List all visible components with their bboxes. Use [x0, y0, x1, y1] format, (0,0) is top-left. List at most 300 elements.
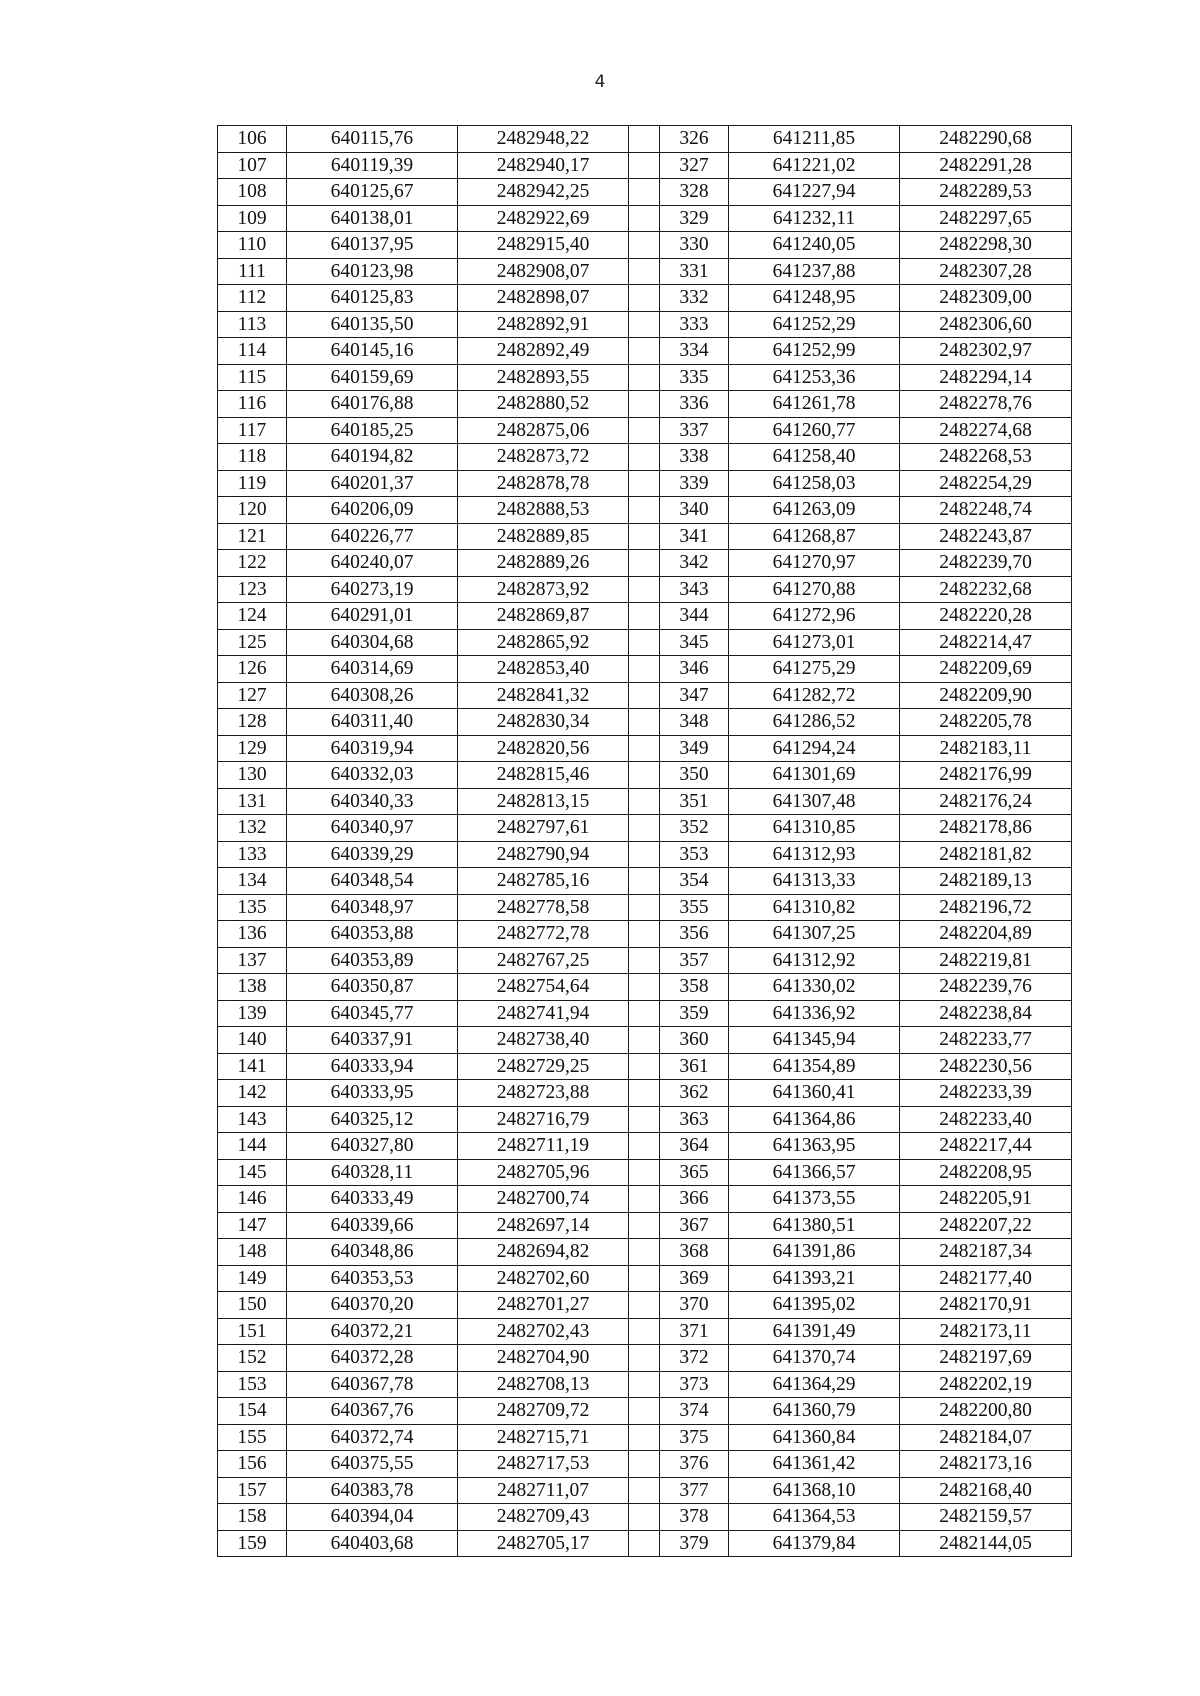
table-row [218, 1265, 1072, 1292]
x-coordinate-cell: 641221,02 [729, 152, 900, 179]
point-number-cell: 158 [218, 1504, 287, 1531]
x-coordinate-cell: 641360,79 [729, 1398, 900, 1425]
y-coordinate-cell: 2482723,88 [458, 1080, 629, 1107]
y-coordinate-cell: 2482290,68 [900, 126, 1072, 153]
y-coordinate-cell: 2482873,72 [458, 444, 629, 471]
x-coordinate-cell: 640314,69 [287, 656, 458, 683]
y-coordinate-cell: 2482841,32 [458, 682, 629, 709]
point-number-cell: 136 [218, 921, 287, 948]
y-coordinate-cell: 2482302,97 [900, 338, 1072, 365]
x-coordinate-cell: 640137,95 [287, 232, 458, 259]
point-number-cell: 142 [218, 1080, 287, 1107]
x-coordinate-cell: 640394,04 [287, 1504, 458, 1531]
x-coordinate-cell: 640201,37 [287, 470, 458, 497]
x-coordinate-cell: 640353,89 [287, 947, 458, 974]
x-coordinate-cell: 641273,01 [729, 629, 900, 656]
x-coordinate-cell: 641313,33 [729, 868, 900, 895]
y-coordinate-cell: 2482205,91 [900, 1186, 1072, 1213]
y-coordinate-cell: 2482701,27 [458, 1292, 629, 1319]
table-row [218, 974, 1072, 1001]
gap-cell [629, 417, 660, 444]
point-number-cell: 326 [660, 126, 729, 153]
table-row [218, 894, 1072, 921]
x-coordinate-cell: 641272,96 [729, 603, 900, 630]
y-coordinate-cell: 2482214,47 [900, 629, 1072, 656]
gap-cell [629, 1292, 660, 1319]
point-number-cell: 368 [660, 1239, 729, 1266]
point-number-cell: 133 [218, 841, 287, 868]
x-coordinate-cell: 641310,82 [729, 894, 900, 921]
table-row [218, 1212, 1072, 1239]
table-row [218, 656, 1072, 683]
x-coordinate-cell: 640125,67 [287, 179, 458, 206]
point-number-cell: 373 [660, 1371, 729, 1398]
gap-cell [629, 444, 660, 471]
y-coordinate-cell: 2482289,53 [900, 179, 1072, 206]
y-coordinate-cell: 2482168,40 [900, 1477, 1072, 1504]
gap-cell [629, 709, 660, 736]
gap-cell [629, 205, 660, 232]
y-coordinate-cell: 2482170,91 [900, 1292, 1072, 1319]
point-number-cell: 349 [660, 735, 729, 762]
y-coordinate-cell: 2482948,22 [458, 126, 629, 153]
point-number-cell: 329 [660, 205, 729, 232]
x-coordinate-cell: 641345,94 [729, 1027, 900, 1054]
point-number-cell: 334 [660, 338, 729, 365]
y-coordinate-cell: 2482889,85 [458, 523, 629, 550]
table-row [218, 152, 1072, 179]
gap-cell [629, 1345, 660, 1372]
x-coordinate-cell: 641364,29 [729, 1371, 900, 1398]
coordinates-table [217, 125, 1072, 1557]
x-coordinate-cell: 640291,01 [287, 603, 458, 630]
x-coordinate-cell: 641268,87 [729, 523, 900, 550]
y-coordinate-cell: 2482204,89 [900, 921, 1072, 948]
point-number-cell: 117 [218, 417, 287, 444]
point-number-cell: 106 [218, 126, 287, 153]
point-number-cell: 363 [660, 1106, 729, 1133]
x-coordinate-cell: 640333,94 [287, 1053, 458, 1080]
table-row [218, 709, 1072, 736]
point-number-cell: 351 [660, 788, 729, 815]
y-coordinate-cell: 2482294,14 [900, 364, 1072, 391]
point-number-cell: 330 [660, 232, 729, 259]
x-coordinate-cell: 640327,80 [287, 1133, 458, 1160]
point-number-cell: 155 [218, 1424, 287, 1451]
x-coordinate-cell: 640304,68 [287, 629, 458, 656]
x-coordinate-cell: 640337,91 [287, 1027, 458, 1054]
x-coordinate-cell: 640348,97 [287, 894, 458, 921]
x-coordinate-cell: 641258,03 [729, 470, 900, 497]
table-row [218, 921, 1072, 948]
y-coordinate-cell: 2482715,71 [458, 1424, 629, 1451]
y-coordinate-cell: 2482254,29 [900, 470, 1072, 497]
point-number-cell: 356 [660, 921, 729, 948]
gap-cell [629, 1080, 660, 1107]
y-coordinate-cell: 2482889,26 [458, 550, 629, 577]
y-coordinate-cell: 2482309,00 [900, 285, 1072, 312]
table-row [218, 868, 1072, 895]
x-coordinate-cell: 641361,42 [729, 1451, 900, 1478]
point-number-cell: 365 [660, 1159, 729, 1186]
point-number-cell: 367 [660, 1212, 729, 1239]
gap-cell [629, 550, 660, 577]
x-coordinate-cell: 640383,78 [287, 1477, 458, 1504]
x-coordinate-cell: 641312,92 [729, 947, 900, 974]
table-row [218, 576, 1072, 603]
table-row [218, 1239, 1072, 1266]
point-number-cell: 344 [660, 603, 729, 630]
table-row [218, 1292, 1072, 1319]
y-coordinate-cell: 2482159,57 [900, 1504, 1072, 1531]
gap-cell [629, 1027, 660, 1054]
point-number-cell: 353 [660, 841, 729, 868]
x-coordinate-cell: 640226,77 [287, 523, 458, 550]
y-coordinate-cell: 2482173,16 [900, 1451, 1072, 1478]
point-number-cell: 143 [218, 1106, 287, 1133]
table-row [218, 205, 1072, 232]
point-number-cell: 339 [660, 470, 729, 497]
point-number-cell: 123 [218, 576, 287, 603]
y-coordinate-cell: 2482873,92 [458, 576, 629, 603]
y-coordinate-cell: 2482940,17 [458, 152, 629, 179]
y-coordinate-cell: 2482708,13 [458, 1371, 629, 1398]
point-number-cell: 111 [218, 258, 287, 285]
point-number-cell: 144 [218, 1133, 287, 1160]
y-coordinate-cell: 2482230,56 [900, 1053, 1072, 1080]
table-row [218, 1345, 1072, 1372]
point-number-cell: 364 [660, 1133, 729, 1160]
gap-cell [629, 1477, 660, 1504]
y-coordinate-cell: 2482853,40 [458, 656, 629, 683]
point-number-cell: 342 [660, 550, 729, 577]
x-coordinate-cell: 641312,93 [729, 841, 900, 868]
y-coordinate-cell: 2482207,22 [900, 1212, 1072, 1239]
table-row [218, 841, 1072, 868]
x-coordinate-cell: 640119,39 [287, 152, 458, 179]
gap-cell [629, 1000, 660, 1027]
gap-cell [629, 1451, 660, 1478]
y-coordinate-cell: 2482892,49 [458, 338, 629, 365]
x-coordinate-cell: 640319,94 [287, 735, 458, 762]
x-coordinate-cell: 640176,88 [287, 391, 458, 418]
x-coordinate-cell: 641307,48 [729, 788, 900, 815]
x-coordinate-cell: 640325,12 [287, 1106, 458, 1133]
y-coordinate-cell: 2482197,69 [900, 1345, 1072, 1372]
point-number-cell: 341 [660, 523, 729, 550]
y-coordinate-cell: 2482232,68 [900, 576, 1072, 603]
y-coordinate-cell: 2482278,76 [900, 391, 1072, 418]
y-coordinate-cell: 2482697,14 [458, 1212, 629, 1239]
point-number-cell: 118 [218, 444, 287, 471]
table-row [218, 735, 1072, 762]
table-row [218, 391, 1072, 418]
x-coordinate-cell: 641310,85 [729, 815, 900, 842]
y-coordinate-cell: 2482702,60 [458, 1265, 629, 1292]
point-number-cell: 116 [218, 391, 287, 418]
x-coordinate-cell: 641240,05 [729, 232, 900, 259]
table-row [218, 444, 1072, 471]
x-coordinate-cell: 640159,69 [287, 364, 458, 391]
point-number-cell: 345 [660, 629, 729, 656]
y-coordinate-cell: 2482176,24 [900, 788, 1072, 815]
table-row [218, 1080, 1072, 1107]
point-number-cell: 147 [218, 1212, 287, 1239]
y-coordinate-cell: 2482875,06 [458, 417, 629, 444]
x-coordinate-cell: 641370,74 [729, 1345, 900, 1372]
point-number-cell: 366 [660, 1186, 729, 1213]
y-coordinate-cell: 2482711,07 [458, 1477, 629, 1504]
point-number-cell: 120 [218, 497, 287, 524]
y-coordinate-cell: 2482291,28 [900, 152, 1072, 179]
y-coordinate-cell: 2482694,82 [458, 1239, 629, 1266]
point-number-cell: 146 [218, 1186, 287, 1213]
table-row [218, 1133, 1072, 1160]
y-coordinate-cell: 2482915,40 [458, 232, 629, 259]
x-coordinate-cell: 641227,94 [729, 179, 900, 206]
point-number-cell: 337 [660, 417, 729, 444]
point-number-cell: 137 [218, 947, 287, 974]
table-row [218, 947, 1072, 974]
x-coordinate-cell: 640372,74 [287, 1424, 458, 1451]
x-coordinate-cell: 641232,11 [729, 205, 900, 232]
table-row [218, 1451, 1072, 1478]
x-coordinate-cell: 641364,86 [729, 1106, 900, 1133]
point-number-cell: 130 [218, 762, 287, 789]
y-coordinate-cell: 2482772,78 [458, 921, 629, 948]
point-number-cell: 336 [660, 391, 729, 418]
point-number-cell: 153 [218, 1371, 287, 1398]
point-number-cell: 114 [218, 338, 287, 365]
x-coordinate-cell: 641294,24 [729, 735, 900, 762]
point-number-cell: 348 [660, 709, 729, 736]
point-number-cell: 107 [218, 152, 287, 179]
y-coordinate-cell: 2482709,43 [458, 1504, 629, 1531]
gap-cell [629, 1239, 660, 1266]
point-number-cell: 121 [218, 523, 287, 550]
gap-cell [629, 788, 660, 815]
y-coordinate-cell: 2482716,79 [458, 1106, 629, 1133]
table-row [218, 497, 1072, 524]
gap-cell [629, 894, 660, 921]
y-coordinate-cell: 2482702,43 [458, 1318, 629, 1345]
gap-cell [629, 126, 660, 153]
y-coordinate-cell: 2482898,07 [458, 285, 629, 312]
table-row [218, 417, 1072, 444]
y-coordinate-cell: 2482778,58 [458, 894, 629, 921]
point-number-cell: 376 [660, 1451, 729, 1478]
point-number-cell: 138 [218, 974, 287, 1001]
x-coordinate-cell: 640138,01 [287, 205, 458, 232]
x-coordinate-cell: 640372,28 [287, 1345, 458, 1372]
y-coordinate-cell: 2482892,91 [458, 311, 629, 338]
gap-cell [629, 1318, 660, 1345]
x-coordinate-cell: 641380,51 [729, 1212, 900, 1239]
x-coordinate-cell: 641260,77 [729, 417, 900, 444]
x-coordinate-cell: 641261,78 [729, 391, 900, 418]
x-coordinate-cell: 641354,89 [729, 1053, 900, 1080]
gap-cell [629, 1053, 660, 1080]
y-coordinate-cell: 2482705,17 [458, 1530, 629, 1557]
x-coordinate-cell: 641307,25 [729, 921, 900, 948]
y-coordinate-cell: 2482239,70 [900, 550, 1072, 577]
table-row [218, 523, 1072, 550]
point-number-cell: 377 [660, 1477, 729, 1504]
table-row [218, 1398, 1072, 1425]
point-number-cell: 375 [660, 1424, 729, 1451]
x-coordinate-cell: 640353,88 [287, 921, 458, 948]
x-coordinate-cell: 641301,69 [729, 762, 900, 789]
y-coordinate-cell: 2482797,61 [458, 815, 629, 842]
y-coordinate-cell: 2482220,28 [900, 603, 1072, 630]
y-coordinate-cell: 2482711,19 [458, 1133, 629, 1160]
y-coordinate-cell: 2482181,82 [900, 841, 1072, 868]
y-coordinate-cell: 2482307,28 [900, 258, 1072, 285]
table-row [218, 470, 1072, 497]
y-coordinate-cell: 2482306,60 [900, 311, 1072, 338]
x-coordinate-cell: 640340,33 [287, 788, 458, 815]
point-number-cell: 126 [218, 656, 287, 683]
x-coordinate-cell: 640123,98 [287, 258, 458, 285]
table-row [218, 603, 1072, 630]
gap-cell [629, 391, 660, 418]
y-coordinate-cell: 2482880,52 [458, 391, 629, 418]
point-number-cell: 113 [218, 311, 287, 338]
point-number-cell: 135 [218, 894, 287, 921]
table-row [218, 1504, 1072, 1531]
point-number-cell: 112 [218, 285, 287, 312]
y-coordinate-cell: 2482238,84 [900, 1000, 1072, 1027]
gap-cell [629, 1424, 660, 1451]
point-number-cell: 145 [218, 1159, 287, 1186]
table-row [218, 682, 1072, 709]
y-coordinate-cell: 2482202,19 [900, 1371, 1072, 1398]
x-coordinate-cell: 641286,52 [729, 709, 900, 736]
gap-cell [629, 470, 660, 497]
y-coordinate-cell: 2482790,94 [458, 841, 629, 868]
y-coordinate-cell: 2482297,65 [900, 205, 1072, 232]
gap-cell [629, 364, 660, 391]
x-coordinate-cell: 640332,03 [287, 762, 458, 789]
y-coordinate-cell: 2482173,11 [900, 1318, 1072, 1345]
gap-cell [629, 868, 660, 895]
table-row [218, 258, 1072, 285]
y-coordinate-cell: 2482183,11 [900, 735, 1072, 762]
gap-cell [629, 629, 660, 656]
y-coordinate-cell: 2482705,96 [458, 1159, 629, 1186]
x-coordinate-cell: 640308,26 [287, 682, 458, 709]
point-number-cell: 354 [660, 868, 729, 895]
y-coordinate-cell: 2482187,34 [900, 1239, 1072, 1266]
point-number-cell: 141 [218, 1053, 287, 1080]
table-row [218, 815, 1072, 842]
y-coordinate-cell: 2482217,44 [900, 1133, 1072, 1160]
gap-cell [629, 682, 660, 709]
point-number-cell: 151 [218, 1318, 287, 1345]
point-number-cell: 132 [218, 815, 287, 842]
x-coordinate-cell: 640311,40 [287, 709, 458, 736]
point-number-cell: 152 [218, 1345, 287, 1372]
y-coordinate-cell: 2482200,80 [900, 1398, 1072, 1425]
x-coordinate-cell: 641363,95 [729, 1133, 900, 1160]
table-row [218, 1106, 1072, 1133]
point-number-cell: 379 [660, 1530, 729, 1557]
y-coordinate-cell: 2482298,30 [900, 232, 1072, 259]
y-coordinate-cell: 2482176,99 [900, 762, 1072, 789]
point-number-cell: 159 [218, 1530, 287, 1557]
y-coordinate-cell: 2482815,46 [458, 762, 629, 789]
point-number-cell: 332 [660, 285, 729, 312]
x-coordinate-cell: 641360,84 [729, 1424, 900, 1451]
x-coordinate-cell: 641248,95 [729, 285, 900, 312]
y-coordinate-cell: 2482184,07 [900, 1424, 1072, 1451]
y-coordinate-cell: 2482865,92 [458, 629, 629, 656]
x-coordinate-cell: 640328,11 [287, 1159, 458, 1186]
gap-cell [629, 1265, 660, 1292]
point-number-cell: 346 [660, 656, 729, 683]
x-coordinate-cell: 640345,77 [287, 1000, 458, 1027]
point-number-cell: 374 [660, 1398, 729, 1425]
point-number-cell: 359 [660, 1000, 729, 1027]
x-coordinate-cell: 640333,95 [287, 1080, 458, 1107]
x-coordinate-cell: 641336,92 [729, 1000, 900, 1027]
page-number: 4 [594, 72, 606, 92]
gap-cell [629, 523, 660, 550]
gap-cell [629, 947, 660, 974]
x-coordinate-cell: 640185,25 [287, 417, 458, 444]
x-coordinate-cell: 640340,97 [287, 815, 458, 842]
point-number-cell: 370 [660, 1292, 729, 1319]
table-row [218, 762, 1072, 789]
y-coordinate-cell: 2482888,53 [458, 497, 629, 524]
point-number-cell: 139 [218, 1000, 287, 1027]
point-number-cell: 115 [218, 364, 287, 391]
gap-cell [629, 179, 660, 206]
x-coordinate-cell: 641368,10 [729, 1477, 900, 1504]
point-number-cell: 338 [660, 444, 729, 471]
point-number-cell: 124 [218, 603, 287, 630]
gap-cell [629, 576, 660, 603]
gap-cell [629, 285, 660, 312]
y-coordinate-cell: 2482196,72 [900, 894, 1072, 921]
x-coordinate-cell: 640367,76 [287, 1398, 458, 1425]
gap-cell [629, 762, 660, 789]
gap-cell [629, 152, 660, 179]
point-number-cell: 361 [660, 1053, 729, 1080]
table-row [218, 1000, 1072, 1027]
gap-cell [629, 1106, 660, 1133]
y-coordinate-cell: 2482738,40 [458, 1027, 629, 1054]
x-coordinate-cell: 641252,29 [729, 311, 900, 338]
gap-cell [629, 1133, 660, 1160]
y-coordinate-cell: 2482233,39 [900, 1080, 1072, 1107]
gap-cell [629, 258, 660, 285]
y-coordinate-cell: 2482233,77 [900, 1027, 1072, 1054]
gap-cell [629, 338, 660, 365]
gap-cell [629, 841, 660, 868]
x-coordinate-cell: 640333,49 [287, 1186, 458, 1213]
point-number-cell: 340 [660, 497, 729, 524]
point-number-cell: 127 [218, 682, 287, 709]
x-coordinate-cell: 641379,84 [729, 1530, 900, 1557]
x-coordinate-cell: 640339,66 [287, 1212, 458, 1239]
point-number-cell: 331 [660, 258, 729, 285]
x-coordinate-cell: 640350,87 [287, 974, 458, 1001]
y-coordinate-cell: 2482243,87 [900, 523, 1072, 550]
point-number-cell: 355 [660, 894, 729, 921]
gap-cell [629, 1371, 660, 1398]
point-number-cell: 150 [218, 1292, 287, 1319]
